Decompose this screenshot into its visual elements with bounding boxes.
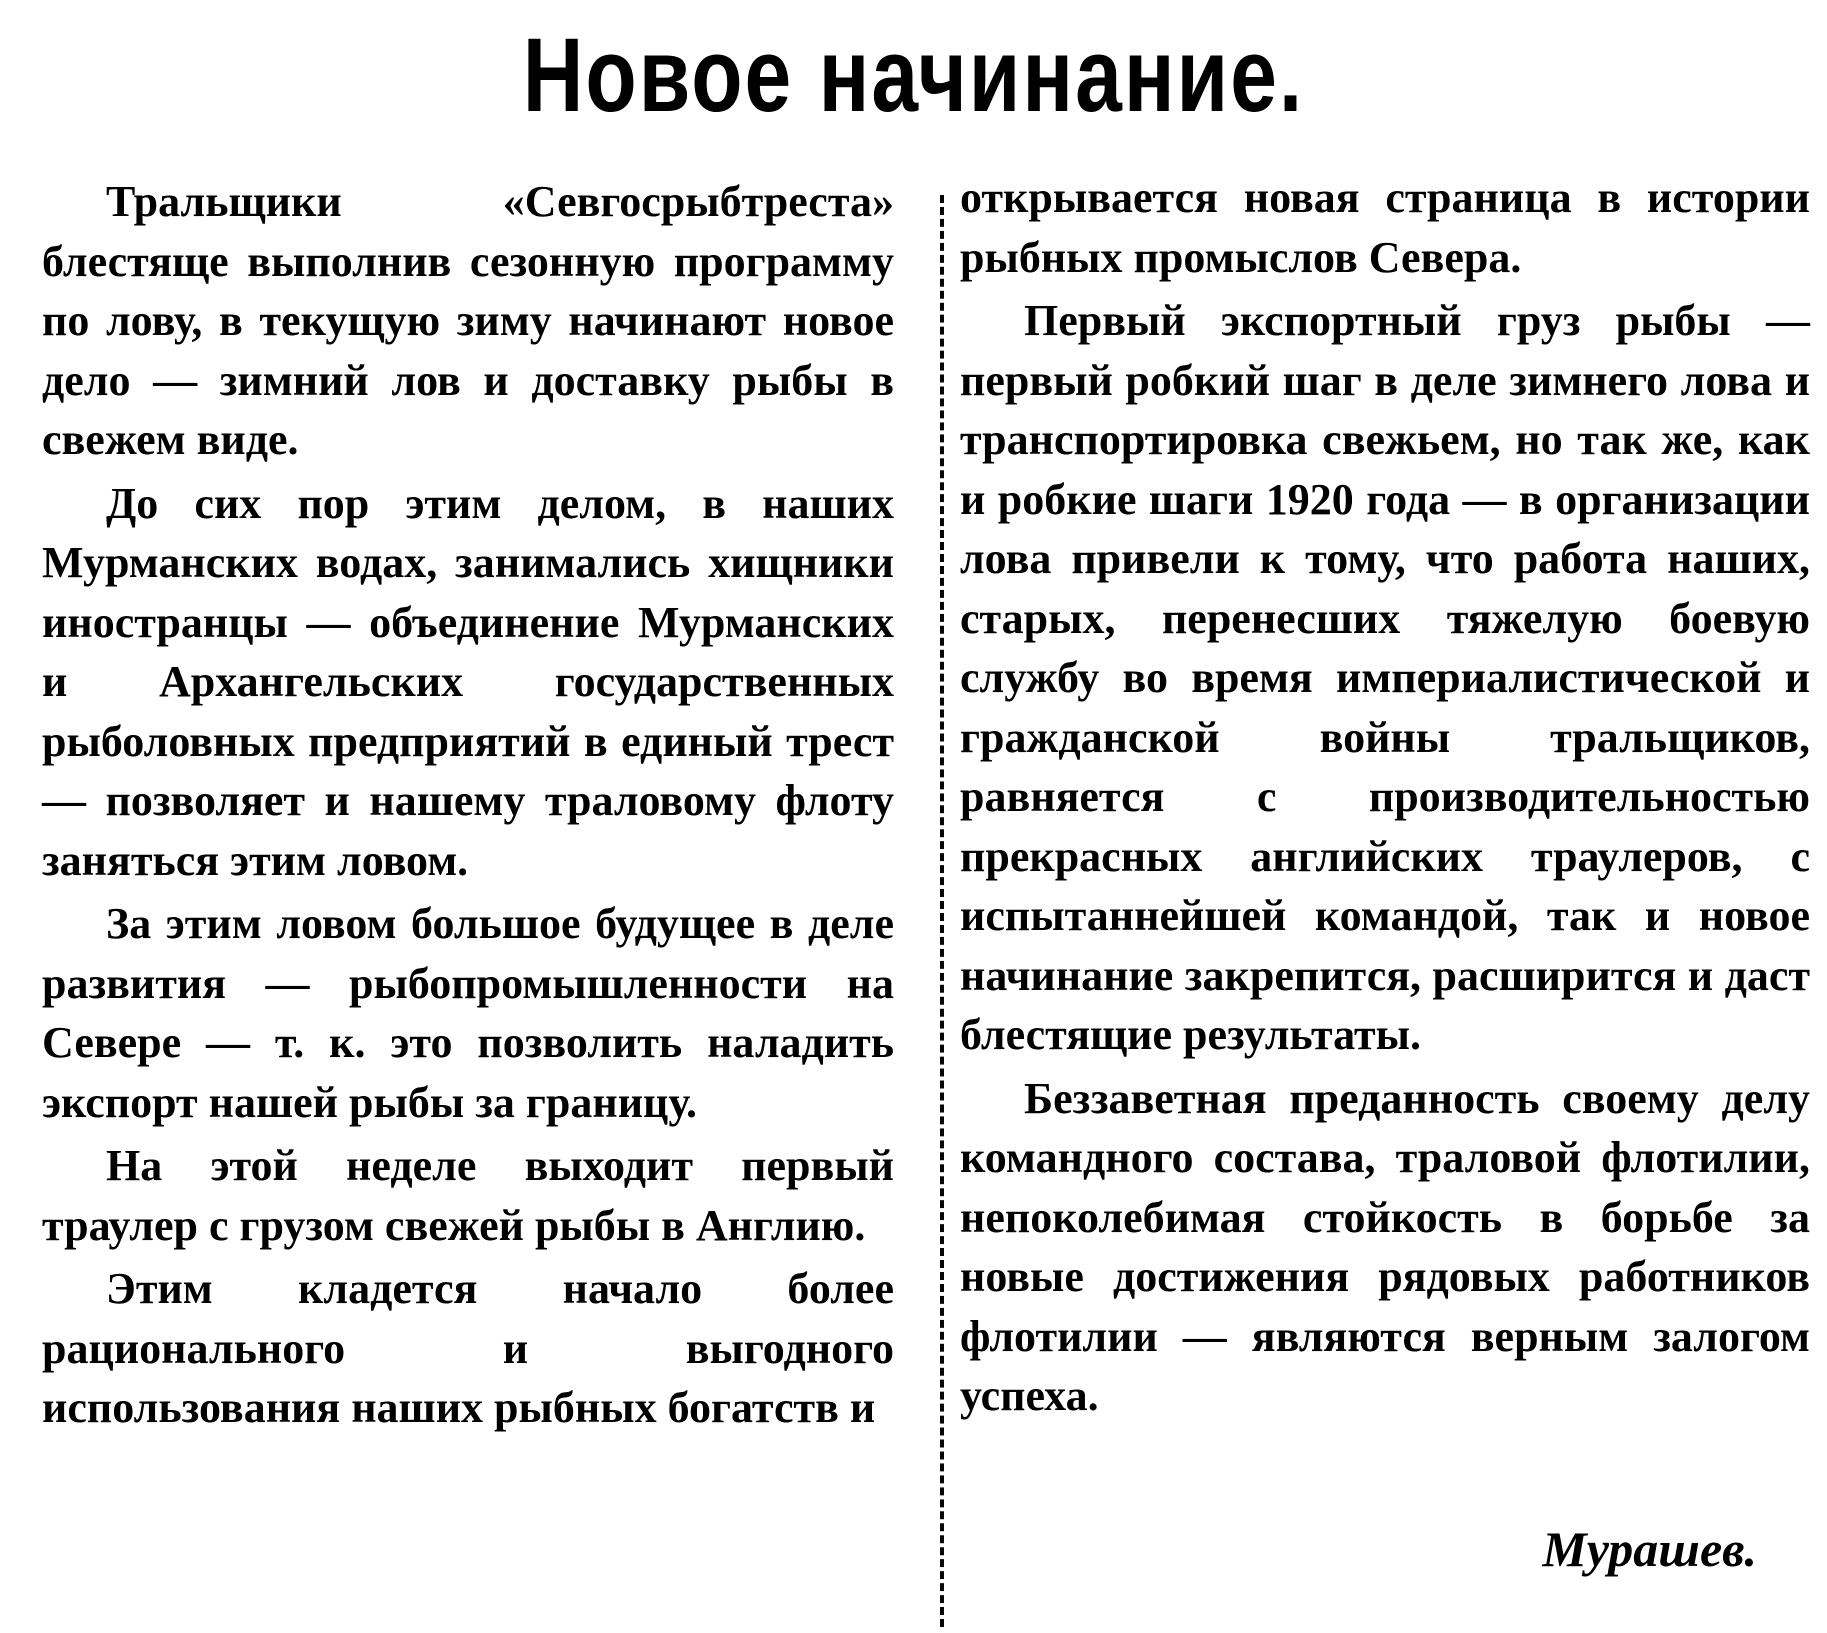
paragraph: Первый экспортный груз рыбы — первый робкий шаг в деле зимнего лова и транспортировка свежьем, но так же, как и робкие шаги 1920 года — в организации лова привели к тому, что работа наших, старых, перенесших тяжелую боевую службу во время империалистической и гражданской войны тральщиков, равняется с производительностью прекрасных английских траулеров, с испытаннейшей командой, так и новое начинание закрепится, расширится и даст блестящие результаты. (960, 296, 1810, 1059)
left-column (42, 168, 894, 1438)
paragraph: Беззаветная преданность своему делу командного состава, траловой флотилии, непоколебимая стойкость в борьбе за новые достижения рядовых работников флотилии — являются верным залогом успеха. (960, 1073, 1810, 1420)
paragraph: Тральщики «Севгосрыбтреста» блестяще выполнив сезонную программу по лову, в текущую зиму начинают новое дело — зимний лов и доставку рыбы в свежем виде. (42, 177, 894, 464)
paragraph: На этой неделе выходит первый траулер с грузом свежей рыбы в Англию. (42, 1141, 894, 1250)
paragraph: До сих пор этим делом, в наших Мурманских водах, занимались хищники иностранцы — объединение Мурманских и Архангельских государственных рыболовных предприятий в единый трест — позволяет и нашему траловому флоту заняться этим ловом. (42, 478, 894, 885)
column-divider (940, 195, 944, 1627)
author-signature: Мурашев. (1542, 1521, 1757, 1577)
right-column (960, 168, 1810, 1426)
paragraph: Этим кладется начало более рационального и выгодного использования наших рыбных богатств и (42, 1264, 894, 1432)
article-title: Новое начинание. (522, 15, 1305, 134)
paragraph: открывается новая страница в истории рыбных промыслов Севера. (960, 173, 1810, 282)
paragraph: За этим ловом большое будущее в деле развития — рыбопромышленности на Севере — т. к. это позволить наладить экспорт нашей рыбы за границу. (42, 899, 894, 1127)
